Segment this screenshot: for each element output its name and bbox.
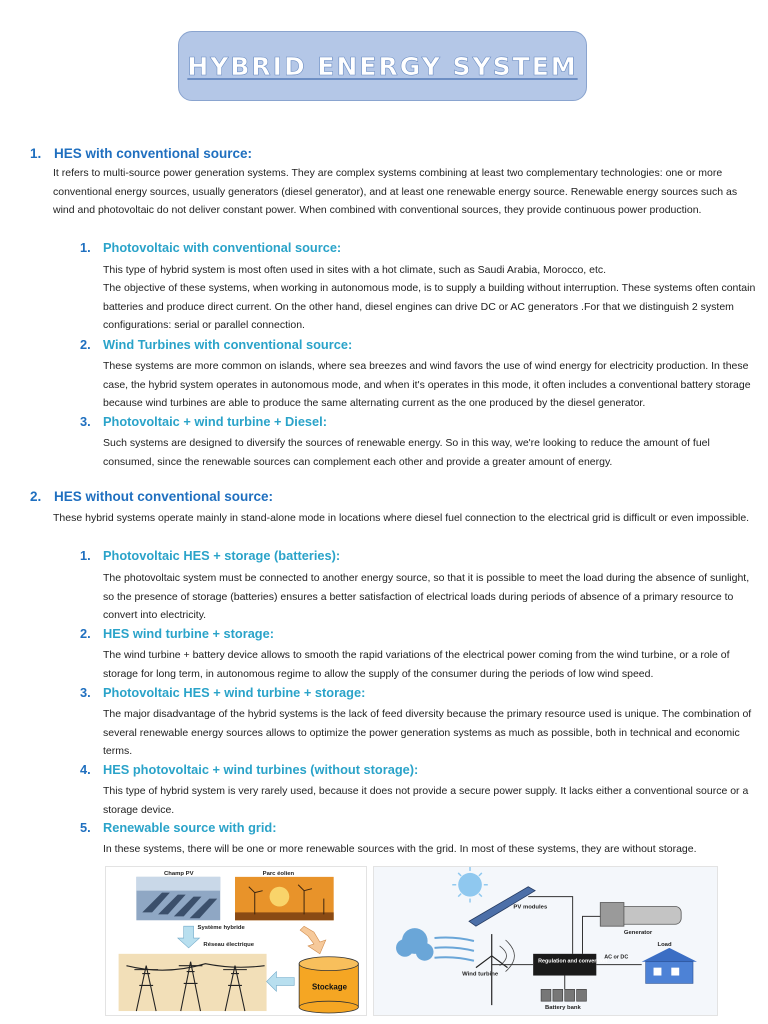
section-text: It refers to multi-source power generation systems. They are complex systems combining at least two complementary technologies: one or more conventional energy sources, usually generators (diesel generator), and at least one renewable energy source. Renewable energy sources such as wind and photovoltaic do not deliver constant power. When combined with conventional sources, they provide continuous power production. bbox=[53, 167, 738, 217]
subsection-text: The photovoltaic system must be connected to another energy source, so that it is possible to meet the load during the absence of sunlight, so the presence of storage (batteries) ensures a better satisfaction of electrical loads during periods of absence of a primary resource to convert into electricity. bbox=[103, 572, 750, 622]
hybrid-system-label: Système hybride bbox=[197, 925, 245, 932]
ac-dc-label: AC or DC bbox=[604, 954, 629, 961]
load-label: Load bbox=[657, 941, 672, 948]
pv-field-label: Champ PV bbox=[163, 870, 194, 877]
subsection-heading: 3. Photovoltaic HES + wind turbine + storage: bbox=[80, 685, 366, 700]
subsection-text: This type of hybrid system is most often used in sites with a hot climate, such as Saudi Arabia, Morocco, etc. bbox=[103, 264, 607, 276]
load-house-icon bbox=[642, 948, 697, 984]
pv-modules-label: PV modules bbox=[513, 904, 548, 911]
wind-turbine-icon bbox=[476, 934, 514, 1005]
subsection-text: The objective of these systems, when working in autonomous mode, is to supply a building without interruption. These systems often contain batteries and produce direct current. On the other hand, diesel engines can drive DC or AC generators .For that we distinguish 2 system configurations: serial or parallel connection. bbox=[103, 282, 756, 332]
grid-image bbox=[119, 954, 267, 1011]
wind-park-label: Parc éolien bbox=[262, 870, 295, 877]
arrow-to-storage-icon bbox=[300, 926, 326, 954]
section-heading: 1. HES with conventional source: bbox=[30, 146, 253, 161]
regulation-label: Regulation and conversion bbox=[538, 958, 608, 965]
subsection-text: This type of hybrid system is very rarely used, because it does not provide a secure power supply. It lacks either a conventional source or a storage device. bbox=[103, 785, 749, 816]
grid-label: Réseau électrique bbox=[203, 941, 255, 948]
subsection-heading: 4. HES photovoltaic + wind turbines (without storage): bbox=[80, 762, 419, 777]
hybrid-components-diagram bbox=[374, 867, 717, 1015]
hybrid-components-figure bbox=[373, 866, 718, 1016]
wind-turbine-label: Wind turbine bbox=[462, 971, 499, 978]
subsection-text: In these systems, there will be one or more renewable sources with the grid. In most of these systems, they are without storage. bbox=[103, 843, 697, 855]
storage-label: Stockage bbox=[311, 982, 347, 992]
sun-icon bbox=[452, 867, 488, 903]
subsection-text: These systems are more common on islands, where sea breezes and wind favors the use of wind energy for electricity production. In these case, the hybrid system operates in autonomous mode, and when it's operates in this mode, it often includes a conventional battery storage because wind turbines are able to produce the same alternating current as the one produced by the diesel generator. bbox=[103, 360, 751, 410]
generator-icon bbox=[600, 903, 681, 927]
generator-label: Generator bbox=[623, 930, 653, 937]
section-text: These hybrid systems operate mainly in stand-alone mode in locations where diesel fuel connection to the electrical grid is difficult or even impossible. bbox=[53, 512, 750, 524]
subsection-text: Such systems are designed to diversify the sources of renewable energy. So in this way, we're looking to reduce the amount of fuel consumed, since the renewable sources can complement each other and provide a greater amount of energy. bbox=[103, 437, 710, 468]
title-box bbox=[178, 31, 587, 101]
down-arrow-icon bbox=[178, 926, 200, 948]
section-heading: 2. HES without conventional source: bbox=[30, 489, 274, 504]
battery-bank-label: Battery bank bbox=[545, 1005, 581, 1012]
hybrid-system-figure bbox=[105, 866, 367, 1016]
subsection-heading: 2. HES wind turbine + storage: bbox=[80, 626, 275, 641]
subsection-heading: 1. Photovoltaic with conventional source: bbox=[80, 240, 342, 255]
subsection-text: The wind turbine + battery device allows to smooth the rapid variations of the electrical power coming from the wind turbine, or a role of storage for long term, in autonomous regime to allow the supply of the consumer during the periods of low wind speed. bbox=[103, 649, 730, 680]
subsection-heading: 3. Photovoltaic + wind turbine + Diesel: bbox=[80, 414, 327, 429]
subsection-text: The major disadvantage of the hybrid systems is the lack of feed diversity because the primary resource used is unique. The combination of several renewable energy sources allows to optimize the power generation systems as much as possible, both in technical and economic terms. bbox=[103, 708, 752, 758]
hybrid-system-diagram bbox=[106, 867, 366, 1015]
battery-bank-icon bbox=[541, 989, 586, 1001]
subsection-heading: 2. Wind Turbines with conventional source: bbox=[80, 337, 353, 352]
page-title: HYBRID ENERGY SYSTEM bbox=[187, 51, 578, 81]
left-arrow-icon bbox=[267, 972, 295, 992]
subsection-heading: 1. Photovoltaic HES + storage (batteries): bbox=[80, 548, 341, 563]
subsection-heading: 5. Renewable source with grid: bbox=[80, 820, 277, 835]
wind-icon bbox=[396, 928, 474, 961]
